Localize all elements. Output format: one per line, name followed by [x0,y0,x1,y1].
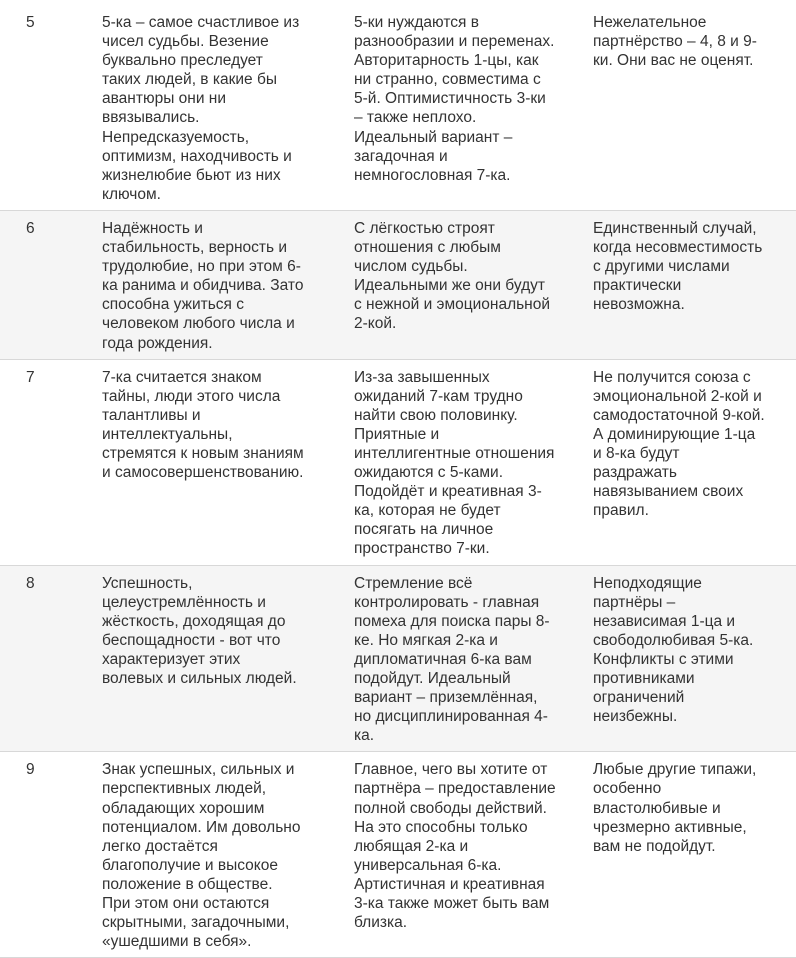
number-cell: 8 [0,565,76,752]
incompatible-cell: Нежелательное партнёрство – 4, 8 и 9-ки. Они вас не оценят. [567,0,796,210]
table-row [0,359,796,565]
compatible-cell: 5-ки нуждаются в разнообразии и переменах. Авторитарность 1-цы, как ни странно, совместима с 5-й. Оптимистичность 3-ки – также неплохо. Идеальный вариант – загадочная и немногословная 7-ка. [327,0,567,210]
traits-cell: Надёжность и стабильность, верность и трудолюбие, но при этом 6-ка ранима и обидчива. Зато способна ужиться с человеком любого числа и года рождения. [76,210,327,359]
number-cell: 6 [0,210,76,359]
traits-cell: Успешность, целеустремлённость и жёсткость, доходящая до беспощадности - вот что характеризует этих волевых и сильных людей. [76,565,327,752]
incompatible-cell: Единственный случай, когда несовместимость с другими числами практически невозможна. [567,210,796,359]
number-cell: 7 [0,359,76,565]
incompatible-cell: Любые другие типажи, особенно властолюбивые и чрезмерно активные, вам не подойдут. [567,752,796,958]
table-row [0,565,796,752]
compatible-cell: Из-за завышенных ожиданий 7-кам трудно найти свою половинку. Приятные и интеллигентные отношения ожидаются с 5-ками. Подойдёт и креативная 3-ка, которая не будет посягать на личное пространство 7-ки. [327,359,567,565]
number-cell: 9 [0,752,76,958]
incompatible-cell: Неподходящие партнёры – независимая 1-ца и свободолюбивая 5-ка. Конфликты с этими противниками ограничений неизбежны. [567,565,796,752]
table-row [0,0,796,210]
traits-cell: 7-ка считается знаком тайны, люди этого числа талантливы и интеллектуальны, стремятся к новым знаниям и самосовершенствованию. [76,359,327,565]
traits-cell: 5-ка – самое счастливое из чисел судьбы. Везение буквально преследует таких людей, в какие бы авантюры они ни ввязывались. Непредсказуемость, оптимизм, находчивость и жизнелюбие бьют из них ключом. [76,0,327,210]
table-row [0,210,796,359]
table-row [0,752,796,958]
compatible-cell: Главное, чего вы хотите от партнёра – предоставление полной свободы действий. На это способны только любящая 2-ка и универсальная 6-ка. Артистичная и креативная 3-ка также может быть вам близка. [327,752,567,958]
incompatible-cell: Не получится союза с эмоциональной 2-кой и самодостаточной 9-кой. А доминирующие 1-ца и 8-ка будут раздражать навязыванием своих правил. [567,359,796,565]
compatible-cell: Стремление всё контролировать - главная помеха для поиска пары 8-ке. Но мягкая 2-ка и дипломатичная 6-ка вам подойдут. Идеальный вариант – приземлённая, но дисциплинированная 4-ка. [327,565,567,752]
compatible-cell: С лёгкостью строят отношения с любым числом судьбы. Идеальными же они будут с нежной и эмоциональной 2-кой. [327,210,567,359]
traits-cell: Знак успешных, сильных и перспективных людей, обладающих хорошим потенциалом. Им довольно легко достаётся благополучие и высокое положение в обществе. При этом они остаются скрытными, загадочными, «ушедшими в себя». [76,752,327,958]
number-cell: 5 [0,0,76,210]
